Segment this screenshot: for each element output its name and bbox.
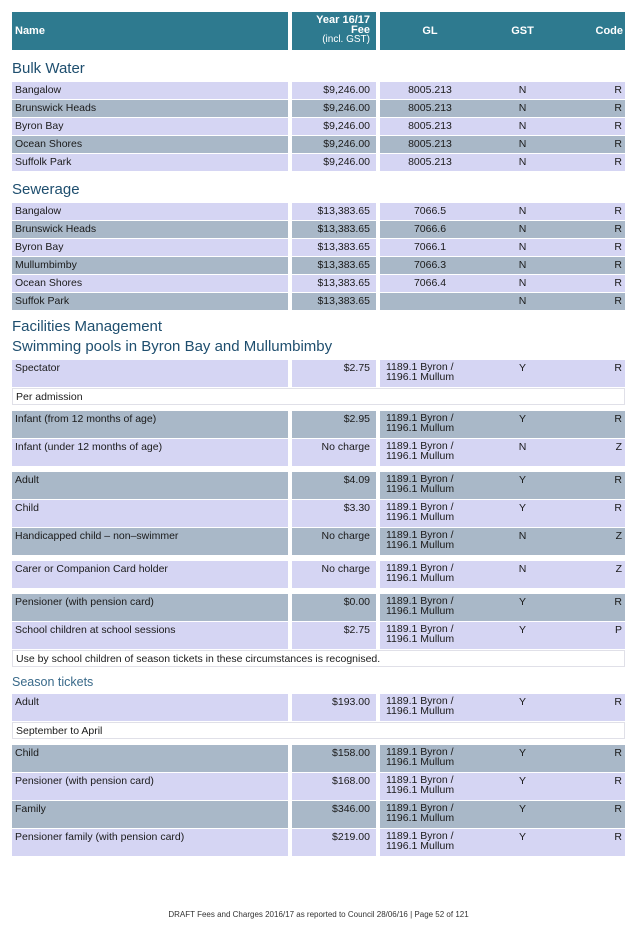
gl-line-1: 1189.1 Byron /: [386, 830, 454, 842]
row-codes: [380, 82, 625, 99]
row-gl: 8005.213: [408, 156, 452, 168]
row-codes: [380, 745, 625, 772]
row-name: Family: [12, 801, 288, 828]
row-fee: $13,383.65: [292, 221, 376, 238]
row-codes: [380, 275, 625, 292]
table-row: [12, 411, 625, 438]
row-code: R: [614, 84, 622, 96]
row-name: Pensioner family (with pension card): [12, 829, 288, 856]
row-code: R: [614, 596, 622, 608]
header-fee-year: Year 16/17: [316, 14, 370, 26]
row-name: Mullumbimby: [12, 257, 288, 274]
row-fee: $4.09: [292, 472, 376, 499]
row-code: R: [614, 502, 622, 514]
gl-line-2: 1196.1 Mullum: [386, 605, 455, 617]
row-fee: $168.00: [292, 773, 376, 800]
row-name: School children at school sessions: [12, 622, 288, 649]
row-codes: [380, 136, 625, 153]
row-code: R: [614, 295, 622, 307]
row-gl: 7066.6: [413, 223, 447, 235]
row-codes: [380, 694, 625, 721]
row-code: R: [614, 223, 622, 235]
section-title-sewerage: Sewerage: [12, 181, 80, 198]
row-name: Bangalow: [12, 203, 288, 220]
row-fee: $2.75: [292, 622, 376, 649]
row-fee: No charge: [292, 528, 376, 555]
row-codes: [380, 594, 625, 621]
row-fee: $13,383.65: [292, 257, 376, 274]
row-name: Infant (under 12 months of age): [12, 439, 288, 466]
row-code: R: [614, 362, 622, 374]
row-codes: [380, 622, 625, 649]
gl-line-2: 1196.1 Mullum: [386, 483, 455, 495]
row-code: R: [614, 259, 622, 271]
section-title-bulk-water: Bulk Water: [12, 60, 85, 77]
row-codes: [380, 100, 625, 117]
gl-line-2: 1196.1 Mullum: [386, 511, 455, 523]
row-codes: [380, 472, 625, 499]
row-gst: N: [518, 259, 527, 271]
gl-line-2: 1196.1 Mullum: [386, 539, 455, 551]
note-season-period: September to April: [12, 722, 625, 739]
row-gl: [380, 694, 480, 721]
sewerage-rows: [12, 203, 625, 310]
row-codes: [380, 257, 625, 274]
gl-line-2: 1196.1 Mullum: [386, 572, 455, 584]
subsection-title-season: Season tickets: [12, 675, 94, 689]
row-fee: $9,246.00: [292, 118, 376, 135]
gl-line-2: 1196.1 Mullum: [386, 422, 455, 434]
table-row: [12, 118, 625, 135]
row-code: R: [614, 775, 622, 787]
row-name: Adult: [12, 694, 288, 721]
row-fee: $346.00: [292, 801, 376, 828]
row-name: Ocean Shores: [12, 136, 288, 153]
header-fee-label: Fee: [351, 24, 370, 36]
table-row: [12, 203, 625, 220]
row-code: R: [614, 831, 622, 843]
row-codes: [380, 154, 625, 171]
row-gl: [380, 594, 480, 621]
row-gl: [380, 622, 480, 649]
row-fee: $2.95: [292, 411, 376, 438]
header-gst: GST: [511, 25, 534, 37]
row-codes: [380, 801, 625, 828]
row-gst: N: [518, 223, 527, 235]
gl-line-1: 1189.1 Byron /: [386, 623, 454, 635]
row-code: R: [614, 747, 622, 759]
row-gl: 8005.213: [408, 120, 452, 132]
row-name: Carer or Companion Card holder: [12, 561, 288, 588]
row-gl: [380, 745, 480, 772]
header-name: Name: [12, 12, 288, 50]
gl-line-2: 1196.1 Mullum: [386, 840, 455, 852]
row-code: R: [614, 138, 622, 150]
row-gl: [380, 773, 480, 800]
table-header: [12, 12, 625, 50]
gl-line-2: 1196.1 Mullum: [386, 633, 455, 645]
row-gst: Y: [518, 474, 526, 486]
row-code: Z: [615, 530, 622, 542]
row-fee: $9,246.00: [292, 100, 376, 117]
row-gst: N: [518, 277, 527, 289]
row-codes: [380, 118, 625, 135]
row-gst: N: [518, 102, 527, 114]
note-school-children: Use by school children of season tickets in these circumstances is recognised.: [12, 650, 625, 667]
table-row: [12, 472, 625, 499]
table-row: [12, 82, 625, 99]
row-gst: N: [518, 120, 527, 132]
row-name: Brunswick Heads: [12, 100, 288, 117]
row-code: R: [614, 277, 622, 289]
table-row: [12, 561, 625, 588]
row-gl: [380, 293, 480, 310]
row-gst: Y: [518, 362, 526, 374]
row-gst: N: [518, 84, 527, 96]
row-gl: [380, 829, 480, 856]
row-name: Infant (from 12 months of age): [12, 411, 288, 438]
gl-line-1: 1189.1 Byron /: [386, 412, 454, 424]
header-fee: [292, 12, 376, 50]
row-fee: No charge: [292, 561, 376, 588]
row-gl: [380, 439, 480, 466]
row-gst: Y: [518, 747, 526, 759]
row-name: Byron Bay: [12, 118, 288, 135]
table-row: [12, 154, 625, 171]
gl-line-1: 1189.1 Byron /: [386, 361, 454, 373]
row-name: Pensioner (with pension card): [12, 594, 288, 621]
table-row: [12, 293, 625, 310]
table-row: [12, 221, 625, 238]
row-name: Suffolk Park: [12, 154, 288, 171]
header-gl: GL: [422, 25, 438, 37]
row-codes: [380, 239, 625, 256]
row-gst: N: [518, 241, 527, 253]
row-code: R: [614, 156, 622, 168]
table-row: [12, 829, 625, 856]
gl-line-2: 1196.1 Mullum: [386, 756, 455, 768]
row-gl: [380, 561, 480, 588]
row-code: Z: [615, 441, 622, 453]
gl-line-2: 1196.1 Mullum: [386, 812, 455, 824]
table-row: [12, 594, 625, 621]
row-gl: 8005.213: [408, 102, 452, 114]
row-name: Ocean Shores: [12, 275, 288, 292]
row-codes: [380, 561, 625, 588]
header-code: Code: [595, 25, 623, 37]
page-footer: DRAFT Fees and Charges 2016/17 as reported to Council 28/06/16 | Page 52 of 121: [168, 910, 469, 919]
row-codes: [380, 528, 625, 555]
table-row: [12, 622, 625, 649]
fees-page: [12, 12, 625, 857]
row-gst: N: [518, 156, 527, 168]
gl-line-1: 1189.1 Byron /: [386, 440, 454, 452]
header-rest: [380, 12, 625, 50]
gl-line-2: 1196.1 Mullum: [386, 450, 455, 462]
row-code: R: [614, 474, 622, 486]
row-codes: [380, 360, 625, 387]
row-gst: Y: [518, 624, 526, 636]
row-gl: [380, 528, 480, 555]
row-name: Suffok Park: [12, 293, 288, 310]
row-gl: [380, 360, 480, 387]
row-fee: $13,383.65: [292, 203, 376, 220]
row-gl: 7066.1: [413, 241, 447, 253]
row-gst: Y: [518, 502, 526, 514]
row-code: R: [614, 102, 622, 114]
row-gl: [380, 472, 480, 499]
row-code: R: [614, 803, 622, 815]
row-fee: $2.75: [292, 360, 376, 387]
row-code: P: [614, 624, 622, 636]
row-codes: [380, 773, 625, 800]
row-name: Child: [12, 745, 288, 772]
row-gst: N: [518, 295, 527, 307]
table-row: [12, 100, 625, 117]
gl-line-1: 1189.1 Byron /: [386, 746, 454, 758]
row-gl: 7066.3: [413, 259, 447, 271]
row-fee: $158.00: [292, 745, 376, 772]
row-codes: [380, 203, 625, 220]
gl-line-1: 1189.1 Byron /: [386, 562, 454, 574]
row-gl: [380, 411, 480, 438]
table-row: [12, 528, 625, 555]
row-gl: 8005.213: [408, 138, 452, 150]
row-gst: Y: [518, 803, 526, 815]
row-codes: [380, 221, 625, 238]
table-row: [12, 500, 625, 527]
gl-line-2: 1196.1 Mullum: [386, 705, 455, 717]
row-code: R: [614, 120, 622, 132]
row-gst: N: [518, 138, 527, 150]
row-code: R: [614, 413, 622, 425]
row-fee: $3.30: [292, 500, 376, 527]
row-name: Byron Bay: [12, 239, 288, 256]
gl-line-1: 1189.1 Byron /: [386, 695, 454, 707]
table-row: [12, 360, 625, 387]
row-fee: $0.00: [292, 594, 376, 621]
row-fee: $9,246.00: [292, 136, 376, 153]
gl-line-1: 1189.1 Byron /: [386, 529, 454, 541]
table-row: [12, 773, 625, 800]
row-name: Adult: [12, 472, 288, 499]
row-codes: [380, 829, 625, 856]
row-fee: $13,383.65: [292, 239, 376, 256]
row-gst: Y: [518, 413, 526, 425]
gl-line-1: 1189.1 Byron /: [386, 802, 454, 814]
table-row: [12, 439, 625, 466]
row-fee: $193.00: [292, 694, 376, 721]
row-gst: N: [518, 530, 527, 542]
table-row: [12, 136, 625, 153]
row-gl: 8005.213: [408, 84, 452, 96]
row-name: Spectator: [12, 360, 288, 387]
gl-line-2: 1196.1 Mullum: [386, 784, 455, 796]
row-gst: Y: [518, 596, 526, 608]
gl-line-1: 1189.1 Byron /: [386, 595, 454, 607]
table-row: [12, 275, 625, 292]
row-gst: Y: [518, 696, 526, 708]
gl-line-1: 1189.1 Byron /: [386, 501, 454, 513]
row-codes: [380, 411, 625, 438]
row-fee: $9,246.00: [292, 154, 376, 171]
row-name: Brunswick Heads: [12, 221, 288, 238]
row-gl: [380, 500, 480, 527]
table-row: [12, 801, 625, 828]
row-fee: No charge: [292, 439, 376, 466]
gl-line-1: 1189.1 Byron /: [386, 774, 454, 786]
section-title-facilities: Facilities Management: [12, 318, 163, 335]
row-gl: [380, 801, 480, 828]
row-gst: N: [518, 205, 527, 217]
row-gst: Y: [518, 831, 526, 843]
row-name: Bangalow: [12, 82, 288, 99]
row-gl: 7066.4: [413, 277, 447, 289]
row-fee: $13,383.65: [292, 293, 376, 310]
row-name: Handicapped child – non–swimmer: [12, 528, 288, 555]
row-code: Z: [615, 563, 622, 575]
subsection-title-pools: Swimming pools in Byron Bay and Mullumbimby: [12, 338, 333, 355]
row-gst: N: [518, 563, 527, 575]
table-row: [12, 257, 625, 274]
table-row: [12, 694, 625, 721]
row-code: R: [614, 696, 622, 708]
row-gst: N: [518, 441, 527, 453]
header-fee-gst-note: (incl. GST): [322, 34, 370, 45]
bulk-water-rows: [12, 82, 625, 171]
row-code: R: [614, 241, 622, 253]
row-codes: [380, 439, 625, 466]
row-code: R: [614, 205, 622, 217]
row-fee: $9,246.00: [292, 82, 376, 99]
row-gst: Y: [518, 775, 526, 787]
gl-line-1: 1189.1 Byron /: [386, 473, 454, 485]
row-codes: [380, 293, 625, 310]
row-name: Child: [12, 500, 288, 527]
gl-line-2: 1196.1 Mullum: [386, 371, 455, 383]
table-row: [12, 745, 625, 772]
row-gl: 7066.5: [413, 205, 447, 217]
row-codes: [380, 500, 625, 527]
table-row: [12, 239, 625, 256]
row-fee: $219.00: [292, 829, 376, 856]
row-fee: $13,383.65: [292, 275, 376, 292]
note-per-admission: Per admission: [12, 388, 625, 405]
row-name: Pensioner (with pension card): [12, 773, 288, 800]
